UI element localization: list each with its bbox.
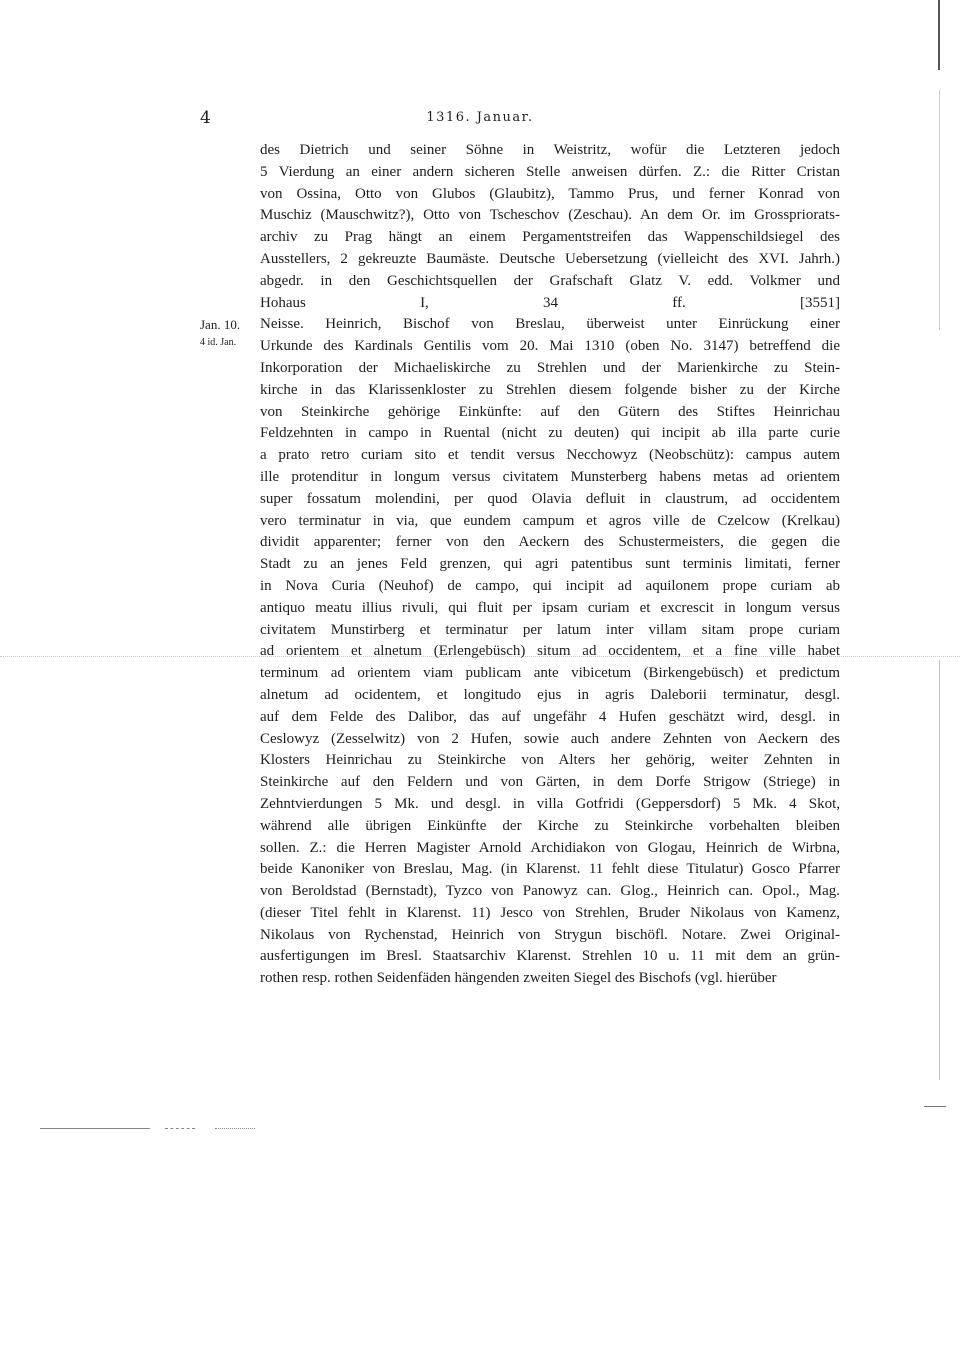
page-number: 4 xyxy=(200,108,211,128)
text-line: alnetum ad ocidentem, et longitudo ejus in agris Daleborii terminatur, desgl. xyxy=(260,686,840,703)
scan-rule-artifact xyxy=(40,1128,150,1129)
text-line: antiquo meatu illius rivuli, qui fluit per ipsam curiam et excrescit in longum versus xyxy=(260,599,840,616)
scan-rule-artifact xyxy=(215,1128,255,1129)
text-line: ad orientem et alnetum (Erlengebüsch) situm ad occidentem, et a fine ville habet xyxy=(260,643,840,660)
text-line: Ausstellers, 2 gekreuzte Baumäste. Deutsche Uebersetzung (vielleicht des XVI. Jahrh.) xyxy=(260,250,840,267)
text-line: des Dietrich und seiner Söhne in Weistritz, wofür die Letzteren jedoch xyxy=(260,142,840,158)
text-line: archiv zu Prag hängt an einem Pergamentstreifen das Wappenschildsiegel des xyxy=(260,229,840,246)
text-line: ille protenditur in longum versus civitatem Munsterberg habens metas ad orientem xyxy=(260,468,840,485)
text-line: Neisse. Heinrich, Bischof von Breslau, überweist unter Einrückung einer xyxy=(260,316,840,333)
body-text xyxy=(260,140,840,990)
text-line: civitatem Munstirberg et terminatur per latum inter villam sitam prope curiam xyxy=(260,621,840,638)
text-line: während alle übrigen Einkünfte der Kirche zu Steinkirche vorbehalten bleiben xyxy=(260,817,840,834)
text-line: Nikolaus von Rychenstad, Heinrich von Strygun bischöfl. Notare. Zwei Original- xyxy=(260,926,840,943)
margin-date: Jan. 10. xyxy=(200,317,241,332)
text-line: super fossatum molendini, per quod Olavia defluit in claustrum, ad occidentem xyxy=(260,490,840,507)
running-head: 1316. Januar. xyxy=(426,110,534,125)
text-line: 5 Vierdung an einer andern sicheren Stelle anweisen dürfen. Z.: die Ritter Cristan xyxy=(260,163,840,180)
text-line: von Beroldstad (Bernstadt), Tyzco von Panowyz can. Glog., Heinrich can. Opol., Mag. xyxy=(260,883,840,900)
text-line: a prato retro curiam sito et tendit versus Necchowyz (Neobschütz): campus autem xyxy=(260,447,840,464)
text-line: vero terminatur in via, que eundem campum et agros ville de Czelcow (Krelkau) xyxy=(260,512,840,529)
text-line: von Steinkirche gehörige Einkünfte: auf den Gütern des Stiftes Heinrichau xyxy=(260,403,840,420)
text-line: Steinkirche auf den Feldern und von Gärten, in dem Dorfe Strigow (Striege) in xyxy=(260,774,840,791)
text-line: in Nova Curia (Neuhof) de campo, qui incipit ad aquilonem prope curiam ab xyxy=(260,577,840,594)
text-line: Stadt zu an jenes Feld grenzen, qui agri patentibus sunt terminis limitati, ferner xyxy=(260,556,840,573)
text-line: Inkorporation der Michaeliskirche zu Strehlen und der Marienkirche zu Stein- xyxy=(260,359,840,376)
text-line: auf dem Felde des Dalibor, das auf ungefähr 4 Hufen geschätzt wird, desgl. in xyxy=(260,708,840,725)
text-line: Ceslowyz (Zesselwitz) von 2 Hufen, sowie auch andere Zehnten von Aeckern des xyxy=(260,730,840,747)
text-line: terminum ad orientem viam publicam ante vibicetum (Birkengebüsch) et predictum xyxy=(260,665,840,682)
scan-edge-artifact xyxy=(938,0,940,70)
text-line: sollen. Z.: die Herren Magister Arnold Archidiakon von Glogau, Heinrich de Wirbna, xyxy=(260,839,840,856)
text-line: rothen resp. rothen Seidenfäden hängenden zweiten Siegel des Bischofs (vgl. hierüber xyxy=(260,970,777,987)
text-line: dividit apparenter; ferner von den Aeckern des Schustermeisters, die gegen die xyxy=(260,534,840,551)
text-line: Zehntvierdungen 5 Mk. und desgl. in villa Gotfridi (Geppersdorf) 5 Mk. 4 Skot, xyxy=(260,795,840,812)
text-line: ausfertigungen im Bresl. Staatsarchiv Klarenst. Strehlen 10 u. 11 mit dem an grün- xyxy=(260,948,840,965)
margin-roman-date: 4 id. Jan. xyxy=(200,337,237,348)
scan-edge-artifact xyxy=(939,90,940,330)
text-line: (dieser Titel fehlt in Klarenst. 11) Jesco von Strehlen, Bruder Nikolaus von Kamenz, xyxy=(260,904,840,921)
text-line: abgedr. in den Geschichtsquellen der Grafschaft Glatz V. edd. Volkmer und xyxy=(260,272,840,289)
scan-edge-artifact xyxy=(939,660,940,1080)
scan-rule-artifact xyxy=(165,1128,195,1129)
scan-edge-artifact xyxy=(924,1106,946,1107)
text-line: Urkunde des Kardinals Gentilis vom 20. Mai 1310 (oben No. 3147) betreffend die xyxy=(260,338,840,355)
text-line: kirche in das Klarissenkloster zu Strehlen diesem folgende bisher zu der Kirche xyxy=(260,381,840,398)
text-line: beide Kanoniker von Breslau, Mag. (in Klarenst. 11 fehlt diese Titulatur) Gosco Pfarrer xyxy=(260,861,840,878)
text-line: von Ossina, Otto von Glubos (Glaubitz), Tammo Prus, und ferner Konrad von xyxy=(260,185,840,202)
text-line: Hohaus I, 34 ff. [3551] xyxy=(260,294,840,311)
text-line: Klosters Heinrichau zu Steinkirche von Alters her gehörig, weiter Zehnten in xyxy=(260,752,840,769)
text-line: Feldzehnten in campo in Ruental (nicht zu deuten) qui incipit ab illa parte curie xyxy=(260,425,840,442)
text-line: Muschiz (Mauschwitz?), Otto von Tscheschov (Zeschau). An dem Or. im Grosspriorats- xyxy=(260,207,840,224)
